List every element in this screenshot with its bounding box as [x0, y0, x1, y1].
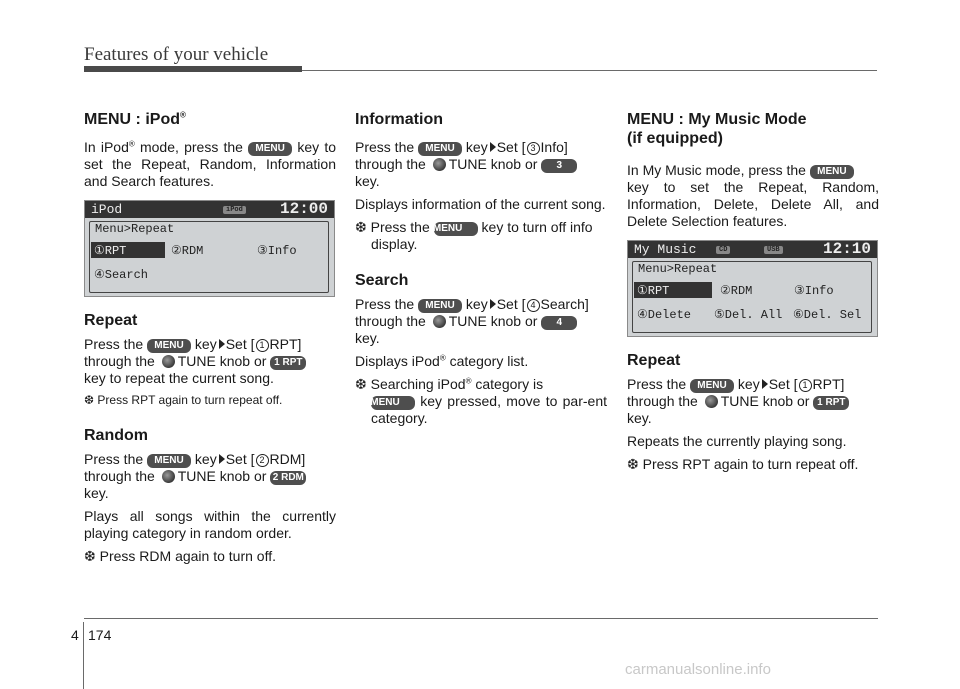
- tune-knob-icon: [162, 355, 175, 368]
- lcd-item-info: ③Info: [257, 244, 297, 258]
- menu-key-icon: MENU: [810, 165, 854, 179]
- watermark: carmanualsonline.info: [625, 661, 771, 678]
- column-my-music: [627, 110, 879, 473]
- heading-menu-ipod: MENU : iPod®: [84, 110, 186, 128]
- menu-key-icon: MENU: [248, 142, 292, 156]
- lcd-item-info: ③Info: [794, 284, 834, 298]
- lcd-item-del-all: ⑤Del. All: [714, 308, 783, 322]
- circled-number-4: 4: [527, 299, 540, 312]
- arrow-right-icon: [490, 299, 496, 309]
- lcd-item-rdm: ②RDM: [720, 284, 753, 298]
- menu-key-icon: MENU: [690, 379, 734, 393]
- rpt-key-icon: 1 RPT: [813, 396, 849, 410]
- arrow-right-icon: [490, 142, 496, 152]
- my-music-repeat-note: ❆ Press RPT again to turn repeat off.: [627, 456, 859, 472]
- lcd-item-delete: ④Delete: [637, 308, 691, 322]
- ipod-lcd-screen: [84, 200, 335, 297]
- menu-key-icon: MENU: [147, 339, 191, 353]
- lcd-source: My Music: [634, 242, 697, 257]
- lcd-cd-badge: CD: [716, 246, 730, 254]
- my-music-repeat-instruction: Press the MENU key Set [ 1 RPT] through the TUNE knob or 1 RPT key.: [627, 376, 879, 427]
- key-4-icon: 4: [541, 316, 577, 330]
- lcd-menu-title: Menu>Repeat: [638, 262, 718, 276]
- search-description: Displays iPod® category list.: [355, 353, 529, 369]
- random-note: ❆ Press RDM again to turn off.: [84, 548, 276, 564]
- my-music-intro: In My Music mode, press the MENU key to set the Repeat, Random, Information, Delete, Delete All, and Delete Selection features.: [627, 162, 879, 229]
- info-description: Displays information of the current song.: [355, 196, 606, 212]
- page-number: 174: [88, 627, 112, 643]
- lcd-clock: 12:10: [822, 240, 871, 258]
- circled-number-2: 2: [256, 454, 269, 467]
- lcd-status-bar: [628, 241, 877, 258]
- header-bar: [84, 66, 302, 72]
- random-description: Plays all songs within the currently playing category in random order.: [84, 508, 336, 541]
- ipod-intro: In iPod® mode, press the MENU key to set the Repeat, Random, Information and Search features.: [84, 139, 336, 189]
- lcd-menu-title: Menu>Repeat: [95, 222, 175, 236]
- search-instruction: Press the MENU key Set [ 4 Search] through the TUNE knob or 4 key.: [355, 296, 589, 346]
- repeat-note: ❆ Press RPT again to turn repeat off.: [84, 393, 283, 407]
- column-info-search: [355, 110, 607, 427]
- menu-key-icon: MENU: [147, 454, 191, 468]
- arrow-right-icon: [762, 379, 768, 389]
- random-instruction: Press the MENU key Set [ 2 RDM] through the TUNE knob or 2 RDM key.: [84, 451, 306, 501]
- heading-search: Search: [355, 272, 409, 289]
- arrow-right-icon: [219, 339, 225, 349]
- footer-rule: [84, 618, 878, 619]
- lcd-source: iPod: [91, 202, 123, 217]
- circled-number-1: 1: [799, 379, 812, 392]
- menu-key-icon: MENU: [371, 396, 415, 410]
- lcd-item-search: ④Search: [94, 268, 148, 282]
- chapter-number: 4: [71, 627, 79, 643]
- heading-information: Information: [355, 111, 443, 128]
- heading-repeat: Repeat: [84, 312, 138, 329]
- heading-my-music: MENU : My Music Mode (if equipped): [627, 111, 807, 147]
- info-note: ❆ Press the MENU key to turn off info display.: [355, 219, 593, 252]
- lcd-ipod-badge: iPod: [223, 206, 246, 214]
- heading-repeat-my-music: Repeat: [627, 352, 681, 369]
- info-instruction: Press the MENU key Set [ 3 Info] through the TUNE knob or 3 key.: [355, 139, 607, 190]
- lcd-item-del-sel: ⑥Del. Sel: [793, 308, 862, 322]
- lcd-item-rpt: ①RPT: [94, 244, 127, 258]
- menu-key-icon: MENU: [418, 299, 462, 313]
- lcd-usb-badge: USB: [764, 246, 783, 254]
- key-3-icon: 3: [541, 159, 577, 173]
- rdm-key-icon: 2 RDM: [270, 471, 306, 485]
- lcd-clock: 12:00: [279, 200, 328, 218]
- column-ipod-menu: [84, 110, 336, 565]
- section-title: Features of your vehicle: [84, 44, 269, 65]
- search-note: ❆ Searching iPod® category is MENU key pressed, move to par-ent category.: [355, 376, 607, 426]
- tune-knob-icon: [162, 470, 175, 483]
- menu-key-icon: MENU: [418, 142, 462, 156]
- tune-knob-icon: [433, 158, 446, 171]
- circled-number-1: 1: [256, 339, 269, 352]
- my-music-repeat-description: Repeats the currently playing song.: [627, 433, 847, 449]
- repeat-instruction: Press the MENU key Set [ 1 RPT] through the TUNE knob or 1 RPT key to repeat the current song.: [84, 336, 336, 387]
- my-music-lcd-screen: [627, 240, 878, 337]
- tune-knob-icon: [433, 315, 446, 328]
- heading-random: Random: [84, 427, 148, 444]
- menu-key-icon: MENU: [434, 222, 478, 236]
- footer-divider: [83, 622, 84, 689]
- lcd-status-bar: [85, 201, 334, 218]
- lcd-item-rpt: ①RPT: [637, 284, 670, 298]
- header-rule: [302, 70, 877, 71]
- circled-number-3: 3: [527, 142, 540, 155]
- rpt-key-icon: 1 RPT: [270, 356, 306, 370]
- lcd-item-rdm: ②RDM: [171, 244, 204, 258]
- arrow-right-icon: [219, 454, 225, 464]
- tune-knob-icon: [705, 395, 718, 408]
